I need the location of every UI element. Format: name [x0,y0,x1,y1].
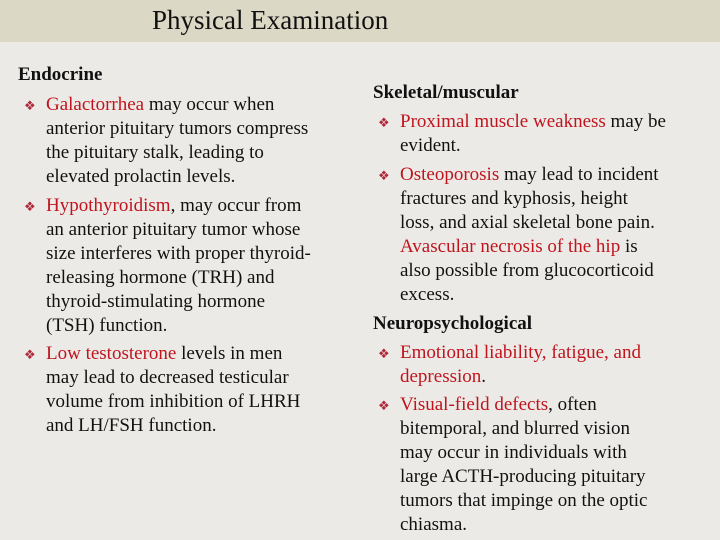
text-span: may lead to incident [499,164,659,185]
text-span: may lead to decreased testicular [46,367,289,388]
bullet-text-line [46,142,264,164]
highlighted-term: Osteoporosis [400,164,500,185]
text-span: may occur in individuals with [400,442,627,463]
bullet-text-line [400,394,597,416]
bullet-diamond-icon: ❖ [24,199,36,214]
text-span: (TSH) function. [46,315,168,336]
highlighted-term: Low testosterone [46,343,177,364]
section-heading: Skeletal/muscular [373,82,519,103]
text-span: . [481,366,487,387]
bullet-text-line [46,415,216,437]
bullet-text-line [400,342,641,364]
bullet-text-line [46,367,289,389]
bullet-text-line [400,366,486,388]
text-span: an anterior pituitary tumor whose [46,219,301,240]
bullet-text-line [400,418,630,440]
text-span: size interferes with proper thyroid- [46,243,311,264]
text-span: may occur when [144,94,275,115]
bullet-diamond-icon: ❖ [378,398,390,413]
text-span: large ACTH-producing pituitary [400,466,646,487]
text-span: , may occur from [170,195,302,216]
bullet-text-line [46,195,301,217]
bullet-text-line [46,166,235,188]
text-span: anterior pituitary tumors compress [46,118,309,139]
text-span: excess. [400,284,455,305]
bullet-diamond-icon: ❖ [378,168,390,183]
text-span: tumors that impinge on the optic [400,490,648,511]
bullet-text-line [400,111,666,133]
bullet-diamond-icon: ❖ [24,347,36,362]
highlighted-term: depression [400,366,482,387]
highlighted-term: Galactorrhea [46,94,145,115]
text-span: the pituitary stalk, leading to [46,142,264,163]
bullet-text-line [400,212,655,234]
bullet-text-line [46,343,282,365]
text-span: thyroid-stimulating hormone [46,291,266,312]
text-span: releasing hormone (TRH) and [46,267,275,288]
bullet-text-line [400,284,454,306]
section-heading: Neuropsychological [373,313,533,334]
bullet-text-line [46,267,274,289]
bullet-text-line [400,514,467,536]
bullet-text-line [400,442,627,464]
bullet-text-line [400,135,461,157]
bullet-text-line [46,243,311,265]
title-bar [0,0,720,42]
bullet-text-line [46,391,300,413]
bullet-text-line [46,291,265,313]
highlighted-term: Avascular necrosis of the hip [400,236,621,257]
text-span: loss, and axial skeletal bone pain. [400,212,655,233]
text-span: volume from inhibition of LHRH [46,391,301,412]
bullet-text-line [400,164,659,186]
text-span: chiasma. [400,514,468,535]
text-span: bitemporal, and blurred vision [400,418,631,439]
bullet-text-line [400,260,654,282]
highlighted-term: Proximal muscle weakness [400,111,606,132]
slide-title: Physical Examination [152,5,389,35]
text-span: evident. [400,135,461,156]
bullet-text-line [46,219,300,241]
bullet-text-line [46,118,308,140]
text-span: and LH/FSH function. [46,415,217,436]
text-span: is [620,236,638,257]
bullet-text-line [400,236,638,258]
bullet-text-line [400,466,646,488]
text-span: elevated prolactin levels. [46,166,236,187]
section-heading: Endocrine [18,64,103,85]
bullet-diamond-icon: ❖ [24,98,36,113]
text-span: also possible from glucocorticoid [400,260,654,281]
highlighted-term: Emotional liability, fatigue, and [400,342,641,363]
highlighted-term: Hypothyroidism [46,195,171,216]
highlighted-term: Visual-field defects [400,394,549,415]
text-span: levels in men [176,343,283,364]
text-span: fractures and kyphosis, height [400,188,628,209]
bullet-text-line [46,94,274,116]
bullet-diamond-icon: ❖ [378,115,390,130]
bullet-text-line [400,188,628,210]
bullet-text-line [46,315,167,337]
text-span: , often [548,394,597,415]
bullet-diamond-icon: ❖ [378,346,390,361]
bullet-text-line [400,490,648,512]
text-span: may be [605,111,666,132]
